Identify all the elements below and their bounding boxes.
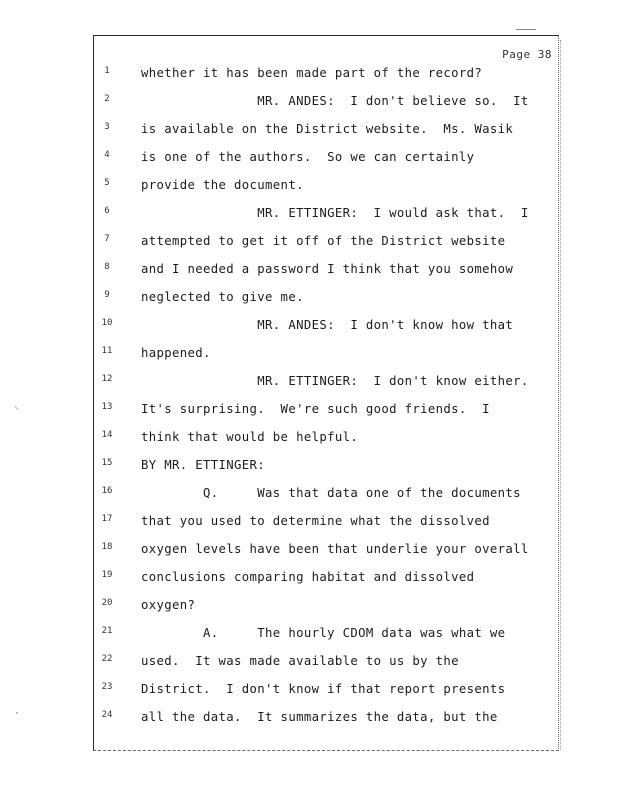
line-number: 14 (101, 430, 113, 440)
transcript-line: whether it has been made part of the record? (141, 66, 483, 80)
transcript-line: all the data. It summarizes the data, but the (141, 710, 498, 724)
line-number: 15 (101, 458, 113, 468)
line-number: 17 (101, 514, 113, 524)
line-number: 3 (104, 122, 110, 132)
line-number: 22 (101, 654, 113, 664)
line-number: 8 (104, 262, 110, 272)
transcript-line: think that would be helpful. (141, 430, 359, 444)
line-number: 12 (101, 374, 113, 384)
line-number: 21 (101, 626, 113, 636)
transcript-line: BY MR. ETTINGER: (141, 458, 266, 472)
line-number: 13 (101, 402, 113, 412)
scan-speck: ⸜ (14, 401, 19, 412)
line-number: 18 (101, 542, 113, 552)
transcript-line: attempted to get it off of the District website (141, 234, 506, 248)
line-number: 9 (104, 290, 110, 300)
transcript-line: District. I don't know if that report presents (141, 682, 506, 696)
right-margin-noise (560, 40, 563, 750)
line-number: 23 (101, 682, 113, 692)
line-number: 10 (101, 318, 113, 328)
transcript-line: conclusions comparing habitat and dissolved (141, 570, 475, 584)
line-number: 19 (101, 570, 113, 580)
line-number: 20 (101, 598, 113, 608)
line-number: 16 (101, 486, 113, 496)
transcript-line: A. The hourly CDOM data was what we (141, 626, 506, 640)
scan-speck: · (14, 708, 21, 719)
transcript-line: is one of the authors. So we can certainly (141, 150, 475, 164)
transcript-line: MR. ETTINGER: I would ask that. I (141, 206, 529, 220)
line-number: 7 (104, 234, 110, 244)
line-number: 2 (104, 94, 110, 104)
page-number: Page 38 (502, 48, 552, 61)
transcript-line: MR. ANDES: I don't believe so. It (141, 94, 529, 108)
transcript-line: Q. Was that data one of the documents (141, 486, 521, 500)
transcript-line: MR. ETTINGER: I don't know either. (141, 374, 529, 388)
transcript-line: oxygen? (141, 598, 196, 612)
transcript-line: and I needed a password I think that you somehow (141, 262, 514, 276)
scan-mark (516, 29, 536, 30)
transcript-line: used. It was made available to us by the (141, 654, 459, 668)
transcript-line: is available on the District website. Ms. Wasik (141, 122, 514, 136)
transcript-line: provide the document. (141, 178, 304, 192)
line-number: 4 (104, 150, 110, 160)
transcript-line: neglected to give me. (141, 290, 304, 304)
page-border (93, 35, 559, 751)
line-number: 24 (101, 710, 113, 720)
line-number: 1 (104, 66, 110, 76)
transcript-line: happened. (141, 346, 211, 360)
transcript-line: It's surprising. We're such good friends. I (141, 402, 490, 416)
transcript-line: oxygen levels have been that underlie your overall (141, 542, 529, 556)
line-number: 11 (101, 346, 113, 356)
line-number: 6 (104, 206, 110, 216)
transcript-line: that you used to determine what the dissolved (141, 514, 490, 528)
line-number: 5 (104, 178, 110, 188)
transcript-line: MR. ANDES: I don't know how that (141, 318, 514, 332)
